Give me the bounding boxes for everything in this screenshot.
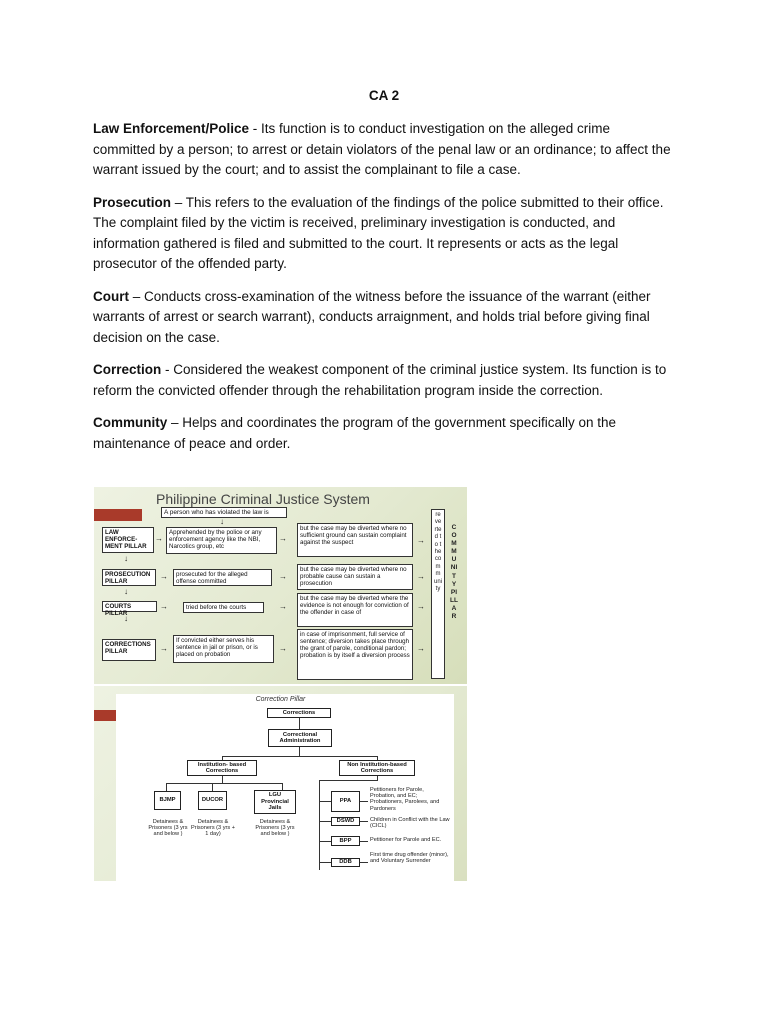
paragraph-text: Considered the weakest component of the criminal justice system. Its function is to reform the convicted offender through the rehabilitation program inside the correction. [93,362,667,398]
connector [299,747,300,756]
right-arrow: → [160,572,168,581]
connector [319,801,331,802]
ddb-description: First time drug offender (minor), and Voluntary Surrender [370,852,449,865]
connector [319,780,378,781]
action-box: If convicted either serves his sentence in jail or prison, or is placed on probation [173,635,274,663]
connector [360,841,368,842]
action-box: Apprehended by the police or any enforcement agency like the NBI, Narcotics group, etc [166,527,277,554]
connector [299,718,300,729]
pillar-law-enforcement: LAW ENFORCE-MENT PILLAR [102,527,154,553]
right-arrow: → [160,602,168,611]
term-label: Community [93,415,168,430]
lgu-description: Detainees & Prisoners (3 yrs and below ) [255,819,295,838]
criminal-justice-system-figure [94,487,467,684]
diversion-box: in case of imprisonment, full service of sentence; diversion takes place through the grant of parole, conditional pardon; probation is by itself a diversion process [297,629,413,680]
diversion-box: but the case may be diverted where the evidence is not enough for conviction of the offender in case of [297,593,413,627]
paragraph-prosecution [93,193,673,275]
lgu-provincial-jails-box: LGU Provincial Jails [254,790,296,814]
paragraph-community [93,413,673,454]
connector [166,783,167,791]
action-box: prosecuted for the alleged offense committed [173,569,272,586]
pillar-corrections: CORRECTIONS PILLAR [102,639,156,661]
connector [360,801,368,802]
paragraph-text: This refers to the evaluation of the findings of the police submitted to their office. The complaint filed by the victim is received, preliminary investigation is conducted, and information gathered is filed and submitted to the court. It represents or acts as the legal prosecutor of the offended party. [93,194,664,271]
paragraph-law-enforcement [93,119,673,181]
correction-pillar-figure [94,686,467,881]
community-pillar-label: COMMUNITY PILLAR [450,524,458,621]
term-separator: – [171,194,186,210]
paragraph-text: Helps and coordinates the program of the government specifically on the maintenance of peace and order. [93,415,617,451]
right-arrow: → [417,602,425,611]
institution-based-box: Institution- based Corrections [187,760,257,776]
connector [360,862,368,863]
paragraph-text: Its function is to conduct investigation on the alleged crime committed by a person; to arrest or detain violators of the penal law or an ordinance; to affect the warrant issued by the court; and to assist the complainant to file a case. [93,121,671,177]
top-box: A person who has violated the law is [161,507,287,518]
connector [319,841,331,842]
diversion-box: but the case may be diverted where no probable cause can sustain a prosecution [297,564,413,590]
corrections-box: Corrections [267,708,331,718]
connector [360,821,368,822]
connector [319,862,331,863]
reverted-label: reverted to the community [434,512,443,593]
connector [222,776,223,783]
document-body [93,119,673,466]
page-title: CA 2 [368,88,400,103]
down-arrow: ↓ [124,587,128,596]
right-arrow: → [160,644,168,653]
ppa-description: Petitioners for Parole, Probation, and EC; Probationers, Parolees, and Pardoners [370,787,440,812]
right-arrow: → [279,572,287,581]
administration-box: Correctional Administration [268,729,332,747]
term-label: Law Enforcement/Police [93,121,250,136]
down-arrow: ↓ [124,614,128,623]
connector [166,783,282,784]
connector [319,780,320,870]
paragraph-correction [93,360,673,401]
ppa-box: PPA [331,791,360,812]
pillar-prosecution: PROSECUTION PILLAR [102,569,156,586]
right-arrow: → [279,602,287,611]
non-institution-based-box: Non Institution-based Corrections [339,760,415,776]
ddb-box: DDB [331,858,360,867]
term-label: Court [93,288,129,304]
right-arrow: → [417,572,425,581]
bjmp-box: BJMP [154,791,181,810]
figure-title: Correction Pillar [255,696,306,703]
pillar-courts: COURTS PILLAR [102,601,157,612]
right-arrow: → [279,644,287,653]
down-arrow: ↓ [220,517,224,526]
figure-title: Philippine Criminal Justice System [156,491,370,507]
term-label: Prosecution [93,194,172,210]
right-arrow: → [417,536,425,545]
connector [212,783,213,791]
ducor-description: Detainees & Prisoners (3 yrs + 1 day) [191,819,235,838]
paragraph-court [93,287,673,349]
term-separator: - [161,362,174,377]
connector [319,821,331,822]
right-arrow: → [155,534,163,543]
dswd-box: DSWD [331,817,360,826]
bjmp-description: Detainees & Prisoners (3 yrs and below ) [148,819,188,838]
term-separator: – [129,288,145,304]
right-arrow: → [417,644,425,653]
bpp-box: BPP [331,836,360,846]
right-arrow: → [279,534,287,543]
term-label: Correction [93,362,162,377]
reverted-column [431,509,445,679]
term-separator: – [167,415,183,430]
ducor-box: DUCOR [198,791,227,810]
bpp-description: Petitioner for Parole and EC. [370,837,442,843]
diversion-box: but the case may be diverted where no sufficient ground can sustain complaint against the suspect [297,523,413,557]
slide-accent-bar [94,509,142,521]
action-box: tried before the courts [183,602,264,613]
connector [222,756,377,757]
paragraph-text: Conducts cross-examination of the witness before the issuance of the warrant (either warrants of arrest or search warrant), conducts arraignment, and holds trial before giving final decision on the case. [93,288,651,345]
dswd-description: Children in Conflict with the Law (CICL) [370,817,450,830]
down-arrow: ↓ [124,554,128,563]
term-separator: - [249,121,262,136]
